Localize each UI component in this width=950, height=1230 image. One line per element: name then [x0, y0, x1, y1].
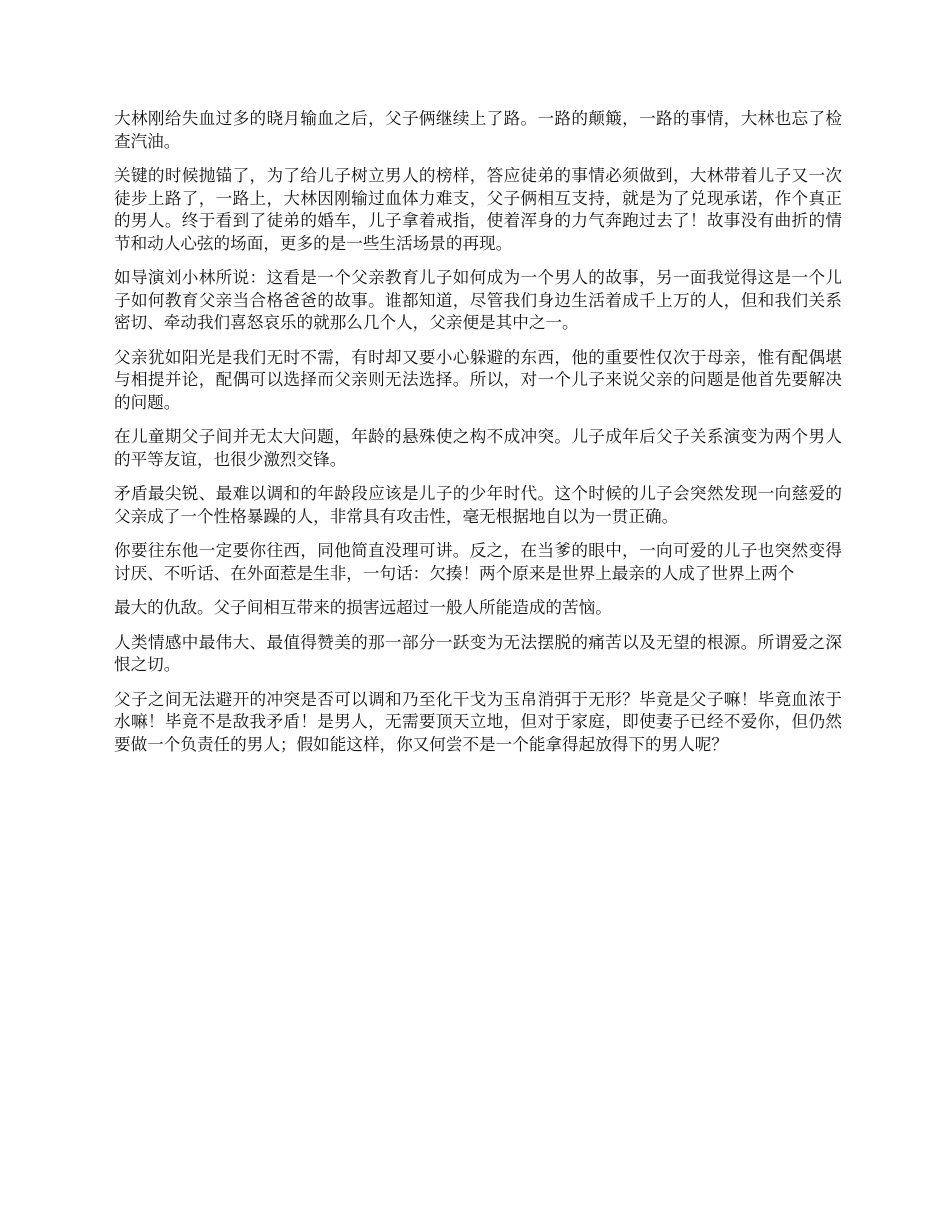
- paragraph-2: 关键的时候抛锚了，为了给儿子树立男人的榜样，答应徒弟的事情必须做到，大林带着儿子又一次徒步上路了，一路上，大林因刚输过血体力难支，父子俩相互支持，就是为了兑现承诺，作个真正的男人。终于看到了徒弟的婚车，儿子拿着戒指，使着浑身的力气奔跑过去了！故事没有曲折的情节和动人心弦的场面，更多的是一些生活场景的再现。: [114, 166, 842, 253]
- paragraph-6: 矛盾最尖锐、最难以调和的年龄段应该是儿子的少年时代。这个时候的儿子会突然发现一向慈爱的父亲成了一个性格暴躁的人，非常具有攻击性，毫无根据地自以为一贯正确。: [114, 484, 842, 526]
- paragraph-5: 在儿童期父子间并无太大问题，年龄的悬殊使之构不成冲突。儿子成年后父子关系演变为两个男人的平等友谊，也很少激烈交锋。: [114, 427, 842, 469]
- paragraph-1: 大林刚给失血过多的晓月输血之后，父子俩继续上了路。一路的颠簸，一路的事情，大林也忘了检查汽油。: [114, 109, 842, 151]
- paragraph-7: 你要往东他一定要你往西，同他简直没理可讲。反之，在当爹的眼中，一向可爱的儿子也突然变得讨厌、不听话、在外面惹是生非，一句话：欠揍！两个原来是世界上最亲的人成了世界上两个: [114, 541, 842, 583]
- document-body: [114, 108, 842, 768]
- paragraph-9: 人类情感中最伟大、最值得赞美的那一部分一跃变为无法摆脱的痛苦以及无望的根源。所谓爱之深恨之切。: [114, 632, 842, 674]
- paragraph-8: 最大的仇敌。父子间相互带来的损害远超过一般人所能造成的苦恼。: [114, 598, 612, 617]
- paragraph-4: 父亲犹如阳光是我们无时不需，有时却又要小心躲避的东西，他的重要性仅次于母亲，惟有配偶堪与相提并论，配偶可以选择而父亲则无法选择。所以，对一个儿子来说父亲的问题是他首先要解决的问题。: [114, 347, 842, 412]
- paragraph-3: 如导演刘小林所说：这看是一个父亲教育儿子如何成为一个男人的故事，另一面我觉得这是一个儿子如何教育父亲当合格爸爸的故事。谁都知道，尽管我们身边生活着成千上万的人，但和我们关系密切、牵动我们喜怒哀乐的就那么几个人，父亲便是其中之一。: [114, 268, 842, 332]
- paragraph-10: 父子之间无法避开的冲突是否可以调和乃至化干戈为玉帛消弭于无形？毕竟是父子嘛！毕竟血浓于水嘛！毕竟不是敌我矛盾！是男人，无需要顶天立地，但对于家庭，即使妻子已经不爱你，但仍然要做一个负责任的男人；假如能这样，你又何尝不是一个能拿得起放得下的男人呢？: [114, 689, 842, 754]
